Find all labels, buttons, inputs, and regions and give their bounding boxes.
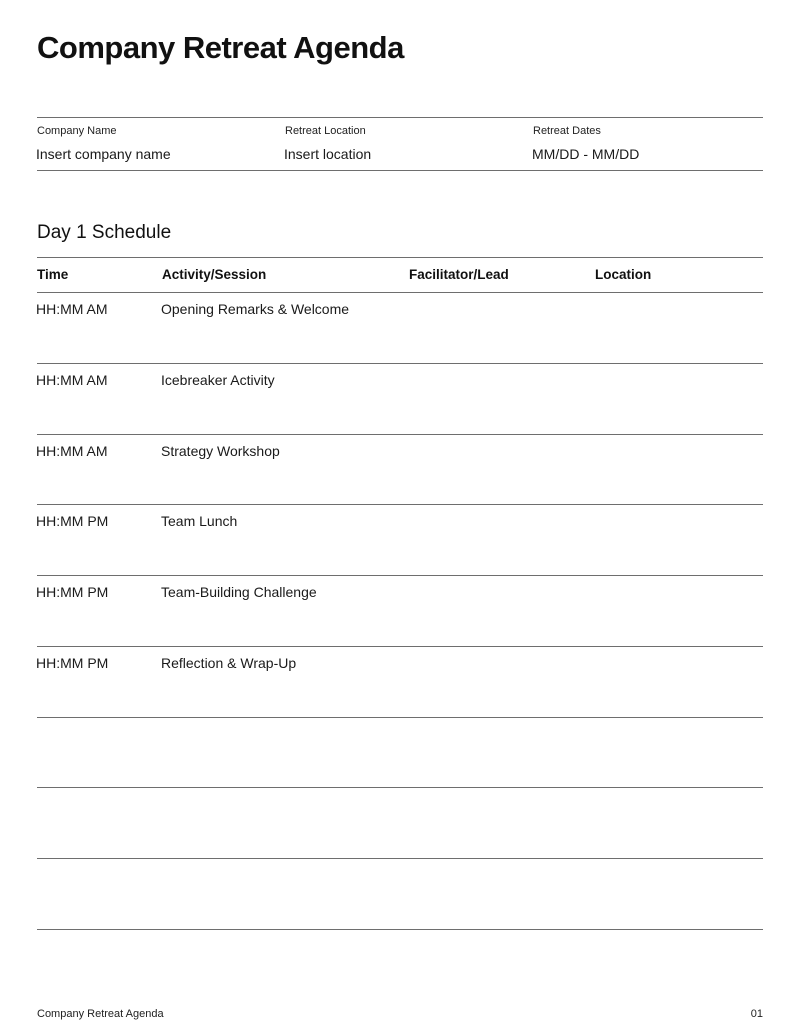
- table-header-divider: [37, 292, 763, 293]
- column-header-time: Time: [37, 267, 69, 282]
- row-divider: [37, 646, 763, 647]
- row-activity[interactable]: Reflection & Wrap-Up: [161, 654, 297, 671]
- row-divider: [37, 929, 763, 930]
- row-divider: [37, 787, 763, 788]
- row-divider: [37, 717, 763, 718]
- row-divider: [37, 434, 763, 435]
- row-activity[interactable]: Team Lunch: [161, 513, 238, 530]
- footer-doc-name: Company Retreat Agenda: [37, 1008, 164, 1020]
- row-time[interactable]: HH:MM AM: [36, 442, 108, 459]
- row-time[interactable]: HH:MM PM: [36, 584, 109, 600]
- schedule-heading: Day 1 Schedule: [37, 222, 172, 243]
- row-time[interactable]: HH:MM PM: [36, 654, 109, 671]
- row-time[interactable]: HH:MM AM: [36, 371, 108, 388]
- row-activity[interactable]: Strategy Workshop: [161, 442, 280, 459]
- footer-page-number: 01: [750, 1008, 763, 1020]
- retreat-location-value[interactable]: Insert location: [284, 146, 372, 162]
- row-activity[interactable]: Team-Building Challenge: [161, 584, 317, 600]
- retreat-dates-label: Retreat Dates: [533, 125, 601, 137]
- row-activity[interactable]: Opening Remarks & Welcome: [161, 301, 350, 317]
- row-divider: [37, 858, 763, 859]
- page-title: Company Retreat Agenda: [37, 30, 404, 65]
- company-name-value[interactable]: Insert company name: [36, 146, 171, 162]
- row-time[interactable]: HH:MM PM: [36, 513, 109, 530]
- column-header-location: Location: [595, 267, 652, 282]
- table-top-divider: [37, 257, 763, 258]
- retreat-location-label: Retreat Location: [285, 125, 366, 137]
- company-name-label: Company Name: [37, 125, 117, 137]
- row-divider: [37, 504, 763, 505]
- row-activity[interactable]: Icebreaker Activity: [161, 371, 275, 388]
- column-header-facilitator: Facilitator/Lead: [409, 267, 509, 282]
- row-divider: [37, 575, 763, 576]
- retreat-dates-value[interactable]: MM/DD - MM/DD: [532, 146, 640, 162]
- column-header-activity: Activity/Session: [162, 267, 267, 282]
- row-time[interactable]: HH:MM AM: [36, 301, 108, 317]
- info-top-divider: [37, 117, 763, 118]
- row-divider: [37, 363, 763, 364]
- info-bottom-divider: [37, 170, 763, 171]
